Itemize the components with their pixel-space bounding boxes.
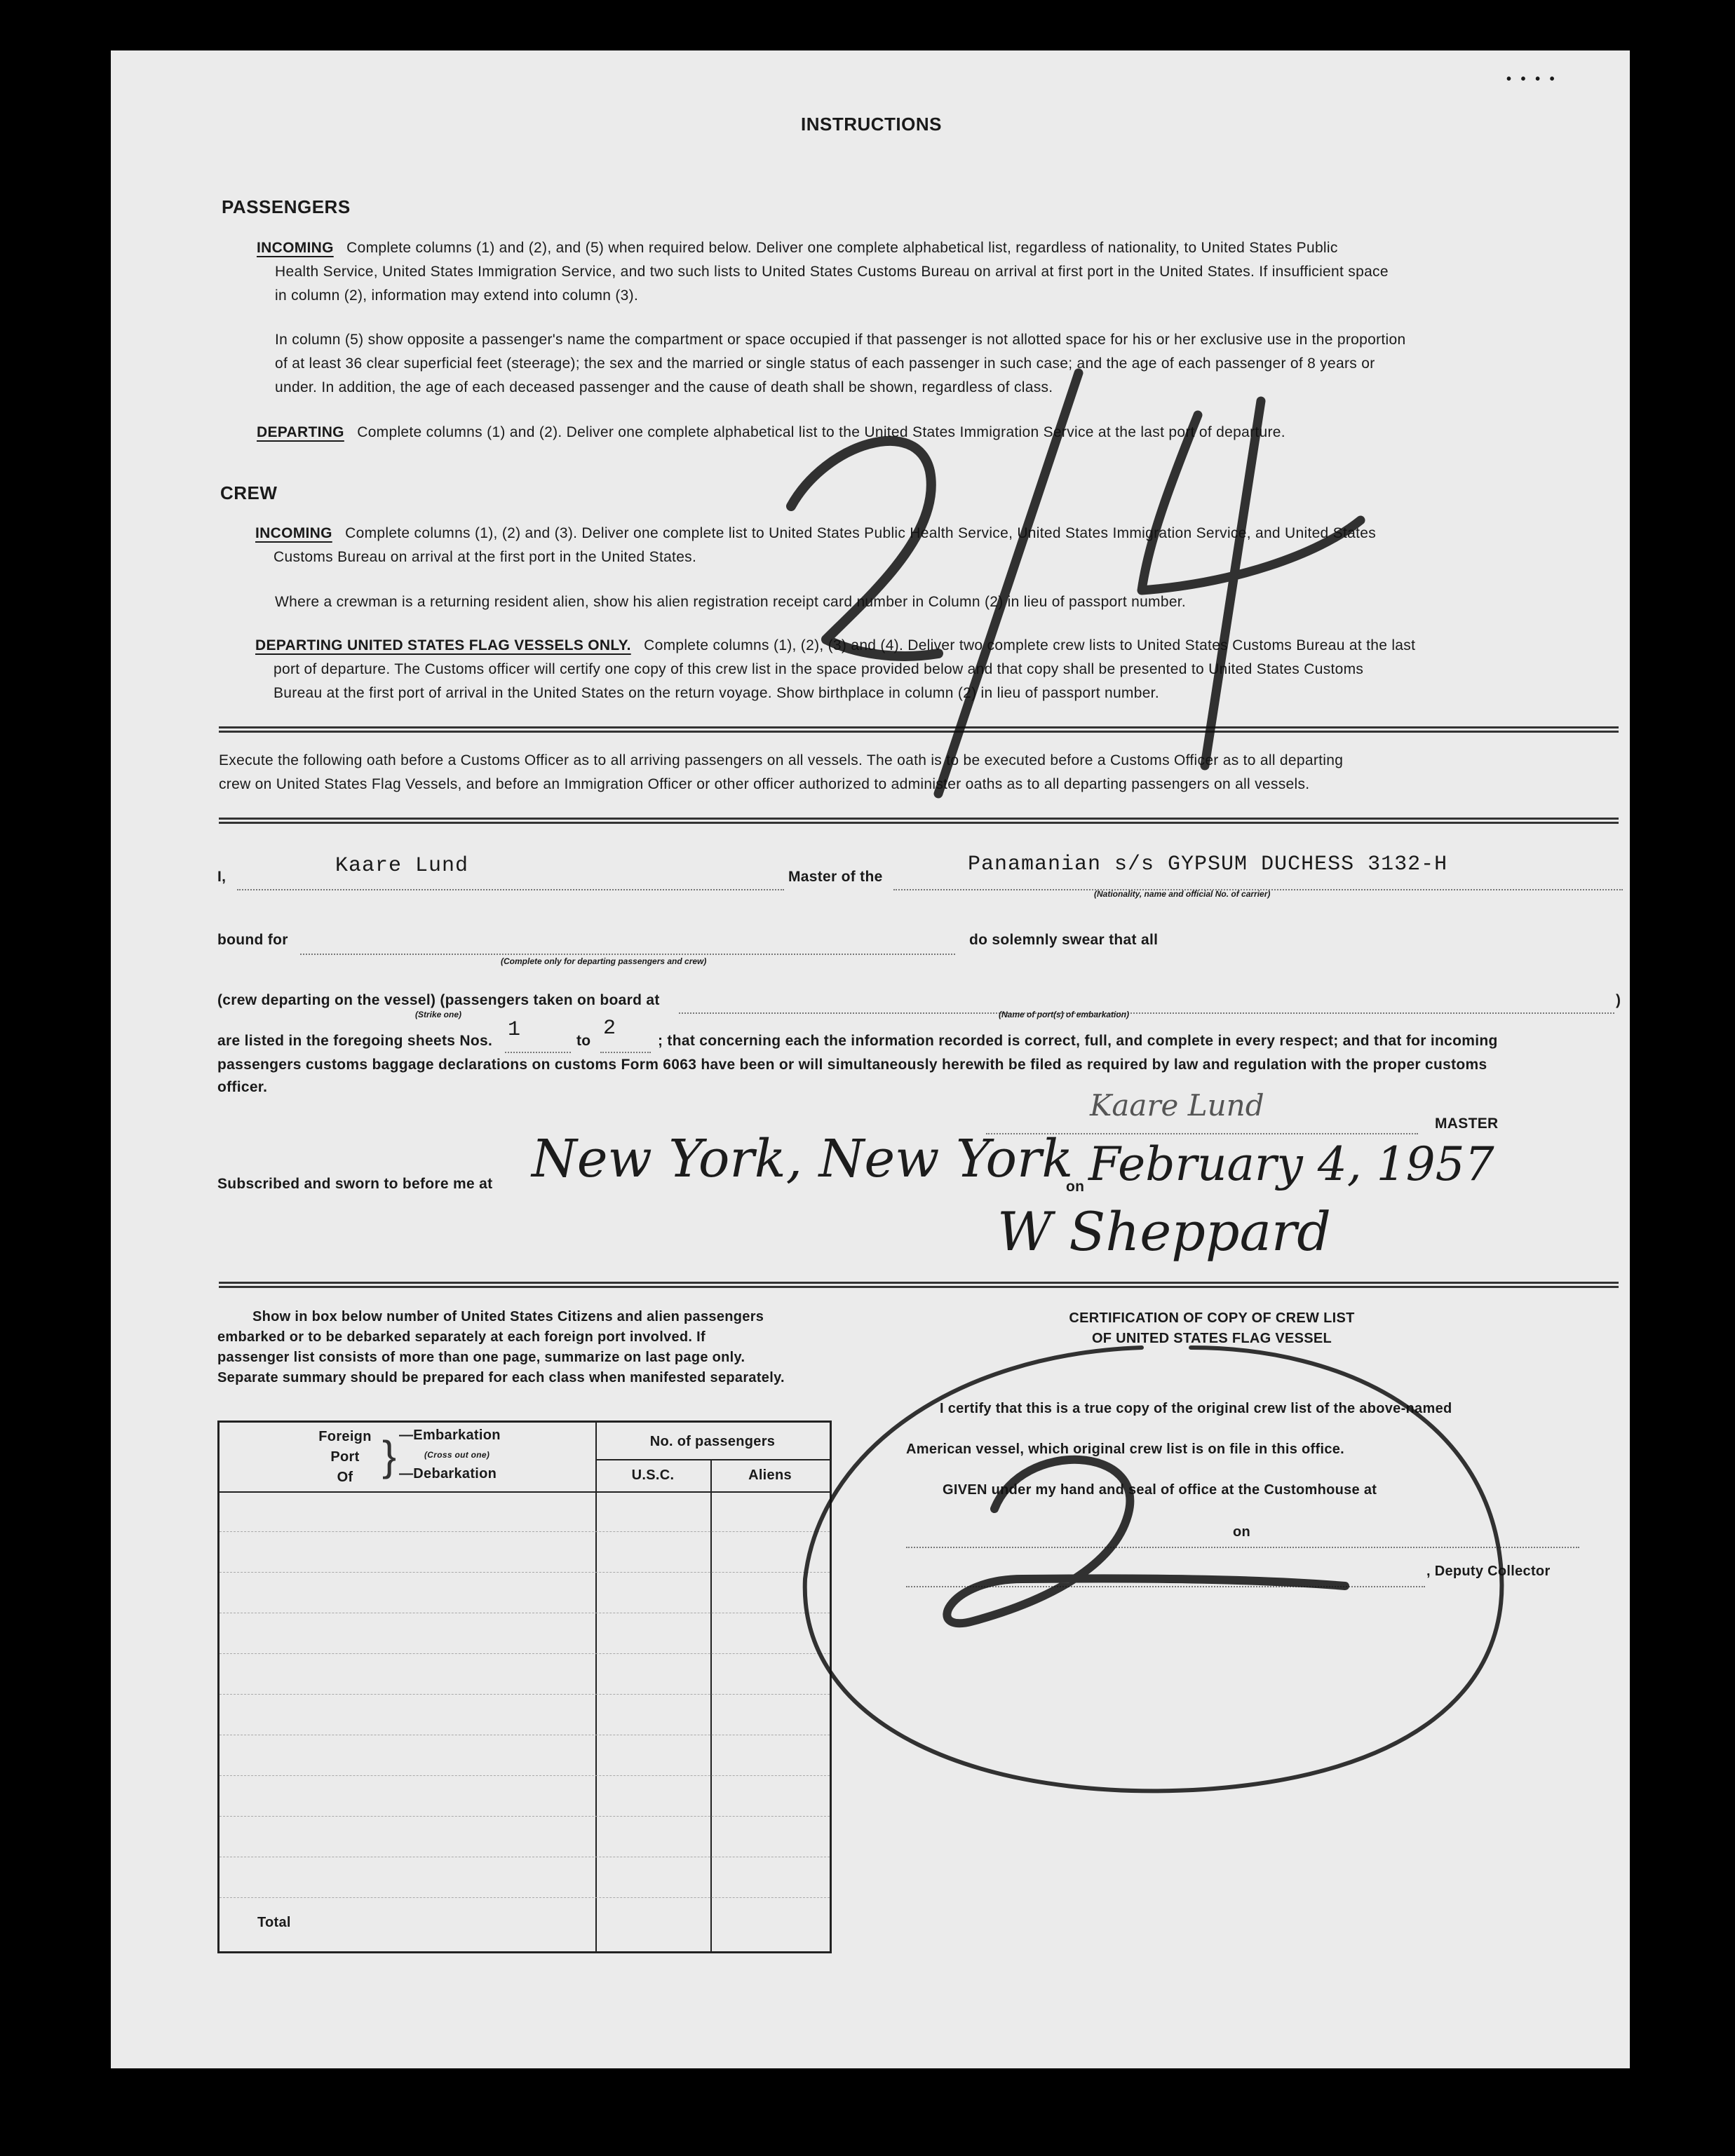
sworn-date: February 4, 1957 bbox=[1088, 1137, 1494, 1191]
foreign-label: Foreign bbox=[318, 1429, 372, 1444]
no-of-passengers-header: No. of passengers bbox=[649, 1434, 776, 1449]
circled-two-loop bbox=[805, 1348, 1502, 1791]
circled-number-annotation bbox=[1022, 1523, 1023, 1524]
annotation-overlay bbox=[111, 50, 1630, 2068]
crew-incoming-line-1: Complete columns (1), (2) and (3). Deliver one complete list to United States Public Health Service, United States Immigration Service, and United States bbox=[345, 525, 1377, 541]
sheet-to-value: 2 bbox=[603, 1017, 617, 1040]
ports-caption: (Name of port(s) of embarkation) bbox=[999, 1010, 1130, 1019]
passengers-departing-label: DEPARTING bbox=[257, 424, 344, 440]
form-page bbox=[111, 50, 1630, 2068]
swear-label: do solemnly swear that all bbox=[969, 932, 1159, 948]
bound-for-label: bound for bbox=[217, 932, 288, 948]
sheet-from-value: 1 bbox=[508, 1018, 522, 1042]
strike-caption: (Strike one) bbox=[415, 1010, 462, 1019]
large-number-two bbox=[791, 441, 938, 656]
cross-out-caption: (Cross out one) bbox=[424, 1450, 490, 1460]
oath-i-label: I, bbox=[217, 869, 227, 885]
embarkation-label: —Embarkation bbox=[399, 1428, 501, 1443]
slash-stroke bbox=[938, 373, 1079, 794]
crew-departing-strike-label: (crew departing on the vessel) (passengers taken on board at bbox=[217, 992, 660, 1008]
large-number-annotation bbox=[826, 534, 827, 535]
vessel-caption: (Nationality, name and official No. of carrier) bbox=[1094, 889, 1271, 899]
crew-resident-text: Where a crewman is a returning resident alien, show his alien registration receipt card number in Column (2) in lieu of passport number. bbox=[275, 594, 1187, 610]
aliens-header: Aliens bbox=[748, 1467, 792, 1483]
page-mark: • • • • bbox=[1506, 72, 1558, 87]
certification-title-line-1: CERTIFICATION OF COPY OF CREW LIST bbox=[1069, 1310, 1355, 1326]
crew-incoming-line-2: Customs Bureau on arrival at the first port in the United States. bbox=[274, 549, 697, 565]
master-signature: Kaare Lund bbox=[1090, 1088, 1264, 1123]
port-label: Port bbox=[330, 1449, 360, 1465]
concerning-text: ; that concerning each the information recorded is correct, full, and complete in every respect; and that for incoming bbox=[658, 1033, 1498, 1049]
passengers-departing-text: Complete columns (1) and (2). Deliver one complete alphabetical list to the United States Immigration Service at the last port of departure. bbox=[357, 424, 1285, 440]
passengers-incoming-line-2: Health Service, United States Immigration Service, and two such lists to United States Customs Bureau on arrival at first port in the United States. If insufficient space bbox=[275, 264, 1389, 280]
certify-line-1: I certify that this is a true copy of the original crew list of the above-named bbox=[940, 1401, 1452, 1416]
total-label: Total bbox=[257, 1915, 291, 1930]
cert-on-label: on bbox=[1229, 1520, 1255, 1544]
passengers-incoming-label: INCOMING bbox=[257, 240, 334, 256]
vessel-value: Panamanian s/s GYPSUM DUCHESS 3132-H bbox=[968, 853, 1448, 876]
certification-title-line-2: OF UNITED STATES FLAG VESSEL bbox=[1091, 1331, 1332, 1346]
summary-instructions-line-4: Separate summary should be prepared for each class when manifested separately. bbox=[217, 1370, 785, 1385]
crew-departing-line-1: Complete columns (1), (2), (3) and (4). Deliver two complete crew lists to United States Customs Bureau at the last bbox=[644, 637, 1416, 653]
page-title: INSTRUCTIONS bbox=[801, 114, 942, 135]
of-label: Of bbox=[337, 1470, 353, 1485]
oath-intro-line-1: Execute the following oath before a Customs Officer as to all arriving passengers on all vessels. The oath is to be executed before a Customs Officer as to all departing bbox=[219, 752, 1344, 768]
debarkation-label: —Debarkation bbox=[399, 1466, 497, 1482]
certify-line-2: American vessel, which original crew list is on file in this office. bbox=[906, 1442, 1345, 1457]
large-number-four bbox=[1142, 401, 1361, 766]
crew-departing-line-3: Bureau at the first port of arrival in the United States on the return voyage. Show birthplace in column (2) in lieu of passport number. bbox=[274, 685, 1159, 701]
listed-label: are listed in the foregoing sheets Nos. bbox=[217, 1033, 493, 1049]
passengers-incoming-line-1: Complete columns (1) and (2), and (5) when required below. Deliver one complete alphabetical list, regardless of nationality, to United States Public bbox=[346, 240, 1338, 256]
deputy-collector-label: , Deputy Collector bbox=[1426, 1564, 1551, 1579]
master-of-label: Master of the bbox=[788, 869, 883, 885]
officer-text: officer. bbox=[217, 1079, 268, 1095]
crew-departing-label: DEPARTING UNITED STATES FLAG VESSELS ONLY. bbox=[255, 637, 631, 653]
to-label: to bbox=[576, 1033, 591, 1049]
master-name-value: Kaare Lund bbox=[335, 854, 469, 878]
sworn-on-label: on bbox=[1066, 1179, 1085, 1195]
given-text: GIVEN under my hand and seal of office at the Customhouse at bbox=[943, 1482, 1377, 1498]
summary-instructions-line-1: Show in box below number of United States Citizens and alien passengers bbox=[252, 1309, 764, 1324]
circled-two-numeral bbox=[947, 1460, 1345, 1623]
passengers-heading: PASSENGERS bbox=[222, 196, 351, 217]
officer-signature: W Sheppard bbox=[997, 1200, 1331, 1263]
subscribed-label: Subscribed and sworn to before me at bbox=[217, 1176, 493, 1192]
crew-departing-line-2: port of departure. The Customs officer will certify one copy of this crew list in the space provided below and that copy shall be presented to United States Customs bbox=[274, 661, 1364, 677]
master-label: MASTER bbox=[1435, 1116, 1499, 1132]
passengers-column5-line-2: of at least 36 clear superficial feet (steerage); the sex and the married or single status of each passenger in such case; and the age of each passenger of 8 years or bbox=[275, 355, 1375, 372]
crew-incoming-label: INCOMING bbox=[255, 525, 332, 541]
passengers-column5-line-3: under. In addition, the age of each deceased passenger and the cause of death shall be shown, regardless of class. bbox=[275, 379, 1053, 395]
brace-icon: } bbox=[382, 1432, 397, 1479]
crew-heading: CREW bbox=[220, 482, 278, 503]
baggage-text: passengers customs baggage declarations on customs Form 6063 have been or will simultaneously herewith be filed as required by law and regulation with the proper customs bbox=[217, 1057, 1487, 1073]
sworn-place: New York, New York bbox=[532, 1129, 1074, 1189]
passengers-column5-line-1: In column (5) show opposite a passenger's name the compartment or space occupied if that passenger is not allotted space for his or her exclusive use in the proportion bbox=[275, 332, 1406, 348]
summary-instructions-line-2: embarked or to be debarked separately at each foreign port involved. If bbox=[217, 1329, 706, 1345]
passengers-incoming-line-3: in column (2), information may extend into column (3). bbox=[275, 287, 639, 304]
ports-close-paren: ) bbox=[1616, 992, 1621, 1008]
summary-instructions-line-3: passenger list consists of more than one page, summarize on last page only. bbox=[217, 1350, 745, 1365]
oath-intro-line-2: crew on United States Flag Vessels, and before an Immigration Officer or other officer authorized to administer oaths as to all departing passengers on all vessels. bbox=[219, 776, 1310, 792]
usc-header: U.S.C. bbox=[631, 1467, 675, 1483]
bound-for-caption: (Complete only for departing passengers and crew) bbox=[501, 956, 707, 966]
